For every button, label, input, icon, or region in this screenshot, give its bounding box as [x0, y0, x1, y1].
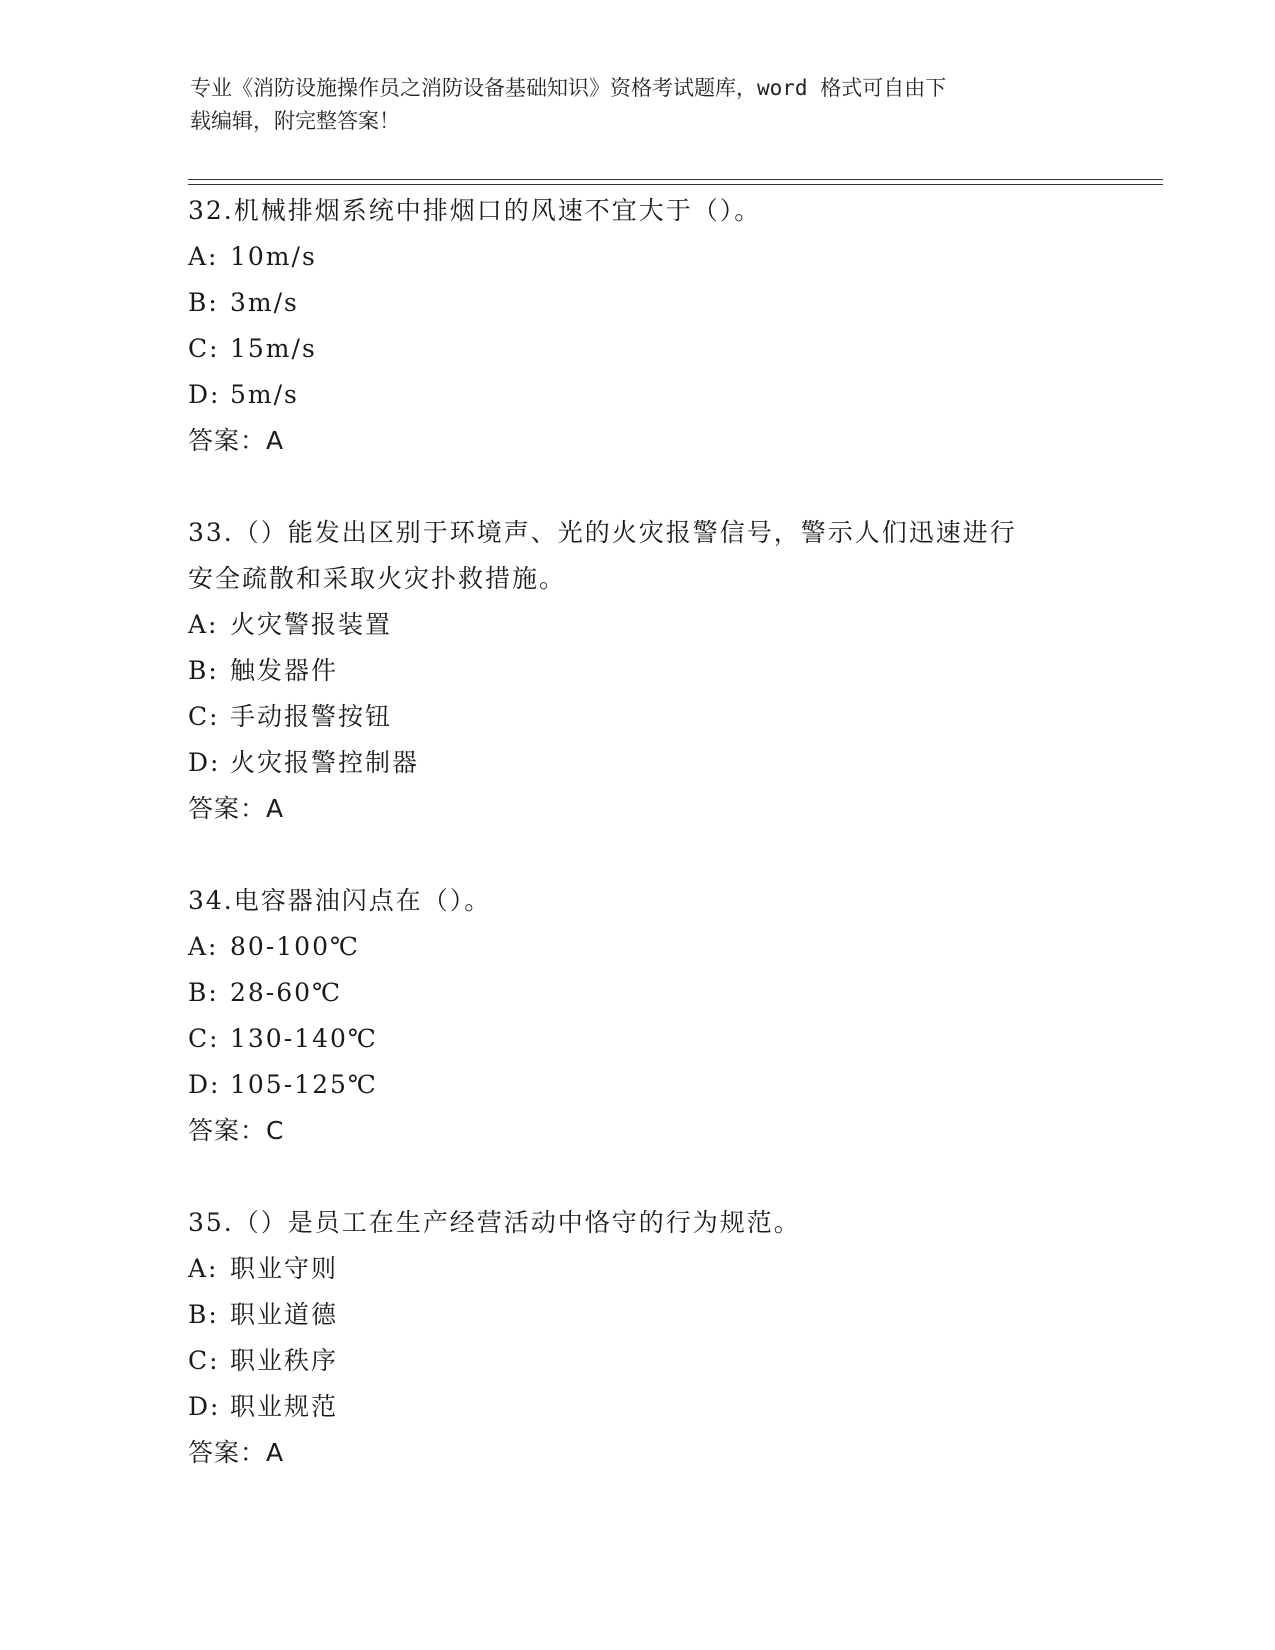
- answer-line: 答案：A: [188, 426, 285, 455]
- option-text: 10m/s: [230, 242, 317, 271]
- question-34: [188, 878, 1088, 1154]
- option-letter: A:: [188, 610, 219, 639]
- option-letter: D:: [188, 1070, 221, 1099]
- header-line: 专业《消防设施操作员之消防设备基础知识》资格考试题库，word 格式可自由下: [190, 76, 947, 100]
- option-letter: C:: [188, 702, 220, 731]
- option-c: [188, 694, 1088, 740]
- option-letter: A:: [188, 1254, 219, 1283]
- option-letter: B:: [188, 1300, 219, 1329]
- option-text: 职业规范: [230, 1392, 339, 1421]
- question-35: [188, 1200, 1088, 1476]
- question-32: [188, 188, 1088, 464]
- option-list: [188, 1246, 1088, 1430]
- option-list: [188, 234, 1088, 418]
- option-list: [188, 602, 1088, 786]
- option-letter: C:: [188, 1024, 220, 1053]
- header-line: 载编辑，附完整答案！: [190, 109, 400, 133]
- document-header: [190, 72, 1080, 138]
- option-b: [188, 648, 1088, 694]
- option-letter: A:: [188, 932, 219, 961]
- option-letter: D:: [188, 748, 221, 777]
- option-a: [188, 924, 1088, 970]
- option-c: [188, 1338, 1088, 1384]
- option-letter: B:: [188, 288, 219, 317]
- option-text: 职业秩序: [230, 1346, 339, 1375]
- answer-line: 答案：C: [188, 1116, 285, 1145]
- option-text: 5m/s: [230, 380, 299, 409]
- option-text: 火灾报警控制器: [230, 748, 420, 777]
- option-letter: C:: [188, 334, 220, 363]
- option-c: [188, 326, 1088, 372]
- option-text: 15m/s: [230, 334, 317, 363]
- option-d: [188, 372, 1088, 418]
- question-stem: 安全疏散和采取火灾扑救措施。: [188, 564, 567, 593]
- answer-line: 答案：A: [188, 794, 285, 823]
- option-text: 3m/s: [230, 288, 299, 317]
- option-list: [188, 924, 1088, 1108]
- question-stem: 33.（）能发出区别于环境声、光的火灾报警信号，警示人们迅速进行: [188, 518, 1017, 547]
- question-33: [188, 510, 1088, 832]
- option-d: [188, 1062, 1088, 1108]
- option-b: [188, 1292, 1088, 1338]
- option-letter: B:: [188, 656, 219, 685]
- option-text: 28-60℃: [230, 978, 343, 1007]
- option-text: 80-100℃: [230, 932, 360, 961]
- option-a: [188, 1246, 1088, 1292]
- option-a: [188, 234, 1088, 280]
- question-stem: 34.电容器油闪点在（）。: [188, 886, 492, 915]
- option-b: [188, 970, 1088, 1016]
- option-text: 手动报警按钮: [230, 702, 393, 731]
- option-c: [188, 1016, 1088, 1062]
- option-a: [188, 602, 1088, 648]
- header-divider: [188, 184, 1163, 185]
- option-text: 105-125℃: [230, 1070, 378, 1099]
- option-letter: D:: [188, 380, 221, 409]
- option-text: 触发器件: [230, 656, 339, 685]
- option-letter: C:: [188, 1346, 220, 1375]
- option-letter: D:: [188, 1392, 221, 1421]
- option-letter: B:: [188, 978, 219, 1007]
- header-divider: [188, 179, 1163, 180]
- option-d: [188, 740, 1088, 786]
- option-text: 职业道德: [230, 1300, 339, 1329]
- option-text: 130-140℃: [230, 1024, 378, 1053]
- option-letter: A:: [188, 242, 219, 271]
- question-stem: 32.机械排烟系统中排烟口的风速不宜大于（）。: [188, 196, 762, 225]
- option-d: [188, 1384, 1088, 1430]
- option-text: 职业守则: [230, 1254, 339, 1283]
- question-stem: 35.（）是员工在生产经营活动中恪守的行为规范。: [188, 1208, 801, 1237]
- option-text: 火灾警报装置: [230, 610, 393, 639]
- answer-line: 答案：A: [188, 1438, 285, 1467]
- question-list: [188, 188, 1088, 1522]
- option-b: [188, 280, 1088, 326]
